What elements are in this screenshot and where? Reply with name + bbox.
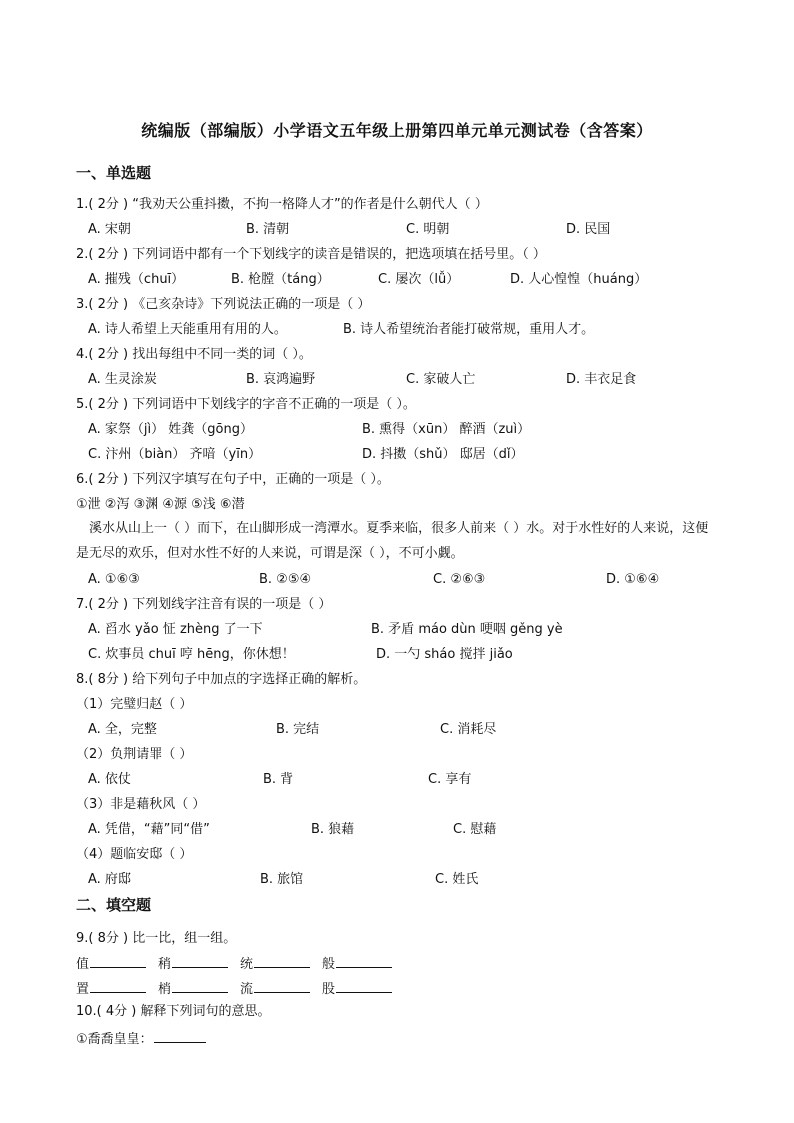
question-8-part-2-option-b[interactable]: B. 背 xyxy=(263,772,294,787)
answer-blank[interactable] xyxy=(90,954,146,968)
question-9-stem: 9.( 8分 ) 比一比，组一组。 xyxy=(76,931,237,946)
question-9-char: 稍 xyxy=(158,957,172,972)
question-4-option-d[interactable]: D. 丰衣足食 xyxy=(566,372,637,387)
question-3-option-b[interactable]: B. 诗人希望统治者能打破常规，重用人才。 xyxy=(343,322,595,337)
question-9-char: 股 xyxy=(322,982,336,997)
question-6-option-d[interactable]: D. ①⑥④ xyxy=(606,572,660,587)
question-5-option-c[interactable]: C. 汴州（biàn） 齐喑（yīn） xyxy=(88,447,262,462)
question-5-option-a[interactable]: A. 家祭（jì） 姓龚（gōng） xyxy=(88,422,253,437)
answer-blank[interactable] xyxy=(336,954,392,968)
question-1-option-c[interactable]: C. 明朝 xyxy=(406,222,450,237)
question-4-option-c[interactable]: C. 家破人亡 xyxy=(406,372,476,387)
question-8-stem: 8.( 8分 ) 给下列句子中加点的字选择正确的解析。 xyxy=(76,672,367,687)
question-2-option-c[interactable]: C. 屡次（lǚ） xyxy=(378,272,460,287)
section-single-choice: 一、单选题 xyxy=(76,164,152,182)
answer-blank[interactable] xyxy=(172,979,228,993)
question-1-option-d[interactable]: D. 民国 xyxy=(566,222,611,237)
question-9-char: 流 xyxy=(240,982,254,997)
question-7-stem: 7.( 2分 ) 下列划线字注音有误的一项是（ ） xyxy=(76,597,332,612)
section-fill-blank: 二、填空题 xyxy=(76,896,152,914)
question-8-part-4-option-b[interactable]: B. 旅馆 xyxy=(260,872,304,887)
question-9-char: 统 xyxy=(240,957,254,972)
question-8-part-4: （4）题临安邸（ ） xyxy=(76,847,193,862)
answer-blank[interactable] xyxy=(254,954,310,968)
question-4-option-b[interactable]: B. 哀鸿遍野 xyxy=(246,372,316,387)
question-8-part-1-option-a[interactable]: A. 全，完整 xyxy=(88,722,157,737)
question-8-part-2: （2）负荆请罪（ ） xyxy=(76,747,193,762)
question-2-option-a[interactable]: A. 摧残（chuī） xyxy=(88,272,185,287)
question-6-option-b[interactable]: B. ②⑤④ xyxy=(259,572,312,587)
question-1-option-b[interactable]: B. 清朝 xyxy=(246,222,290,237)
question-8-part-2-option-a[interactable]: A. 依仗 xyxy=(88,772,131,787)
answer-blank[interactable] xyxy=(154,1029,206,1043)
question-8-part-3: （3）非是藉秋风（ ） xyxy=(76,797,206,812)
question-8-part-4-option-c[interactable]: C. 姓氏 xyxy=(435,872,479,887)
question-10-item-1 xyxy=(76,1028,206,1047)
question-3-stem: 3.( 2分 ) 《己亥杂诗》下列说法正确的一项是（ ） xyxy=(76,297,371,312)
answer-blank[interactable] xyxy=(254,979,310,993)
question-2-stem: 2.( 2分 ) 下列词语中都有一个下划线字的读音是错误的，把选项填在括号里。（ ） xyxy=(76,247,546,262)
question-9-char: 梢 xyxy=(158,982,172,997)
question-7-option-b[interactable]: B. 矛盾 máo dùn 哽咽 gěng yè xyxy=(371,622,563,637)
question-8-part-4-option-a[interactable]: A. 府邸 xyxy=(88,872,131,887)
question-6-option-c[interactable]: C. ②⑥③ xyxy=(433,572,486,587)
answer-blank[interactable] xyxy=(172,954,228,968)
question-3-option-a[interactable]: A. 诗人希望上天能重用有用的人。 xyxy=(88,322,287,337)
question-9-char: 般 xyxy=(322,957,336,972)
question-1-option-a[interactable]: A. 宋朝 xyxy=(88,222,131,237)
question-2-option-b[interactable]: B. 枪膛（táng） xyxy=(231,272,330,287)
question-6-option-a[interactable]: A. ①⑥③ xyxy=(88,572,140,587)
question-9-char: 置 xyxy=(76,982,90,997)
answer-blank[interactable] xyxy=(336,979,392,993)
question-4-option-a[interactable]: A. 生灵涂炭 xyxy=(88,372,157,387)
question-8-part-3-option-a[interactable]: A. 凭借，“藉”同“借” xyxy=(88,822,210,837)
question-9-row1-item xyxy=(322,953,392,972)
question-8-part-1-option-b[interactable]: B. 完结 xyxy=(276,722,320,737)
question-6-stem: 6.( 2分 ) 下列汉字填写在句子中，正确的一项是（ ）。 xyxy=(76,472,390,487)
question-9-char: 值 xyxy=(76,957,90,972)
answer-blank[interactable] xyxy=(90,979,146,993)
exam-title: 统编版（部编版）小学语文五年级上册第四单元单元测试卷（含答案） xyxy=(141,121,653,140)
question-10-stem: 10.( 4分 ) 解释下列词句的意思。 xyxy=(76,1004,271,1019)
question-1-stem: 1.( 2分 ) “我劝天公重抖擞，不拘一格降人才”的作者是什么朝代人（ ） xyxy=(76,197,488,212)
question-5-option-d[interactable]: D. 抖擞（shǔ） 邸居（dǐ） xyxy=(362,447,524,462)
question-9-row2-item xyxy=(322,978,392,997)
question-6-passage: 溪水从山上一（ ）而下，在山脚形成一湾潭水。夏季来临，很多人前来（ ）水。对于水性好的人来说，这便是无尽的欢乐，但对水性不好的人来说，可谓是深（ ），不可小觑。 xyxy=(76,521,709,561)
question-8-part-3-option-c[interactable]: C. 慰藉 xyxy=(453,822,497,837)
question-7-option-c[interactable]: C. 炊事员 chuī 哼 hēng，你休想！ xyxy=(88,647,295,662)
question-6-characters: ①泄 ②泻 ③渊 ④源 ⑤浅 ⑥潜 xyxy=(76,497,245,512)
question-5-stem: 5.( 2分 ) 下列词语中下划线字的字音不正确的一项是（ ）。 xyxy=(76,397,416,412)
question-8-part-1-option-c[interactable]: C. 消耗尽 xyxy=(440,722,497,737)
question-9-row2-item xyxy=(158,978,228,997)
question-9-row1-item xyxy=(158,953,228,972)
question-8-part-3-option-b[interactable]: B. 狼藉 xyxy=(311,822,355,837)
question-5-option-b[interactable]: B. 熏得（xūn） 醉酒（zuì） xyxy=(362,422,531,437)
question-7-option-d[interactable]: D. 一勺 sháo 搅拌 jiǎo xyxy=(376,647,513,662)
question-9-row1-item xyxy=(76,953,146,972)
question-9-row2-item xyxy=(240,978,310,997)
question-9-row2-item xyxy=(76,978,146,997)
question-4-stem: 4.( 2分 ) 找出每组中不同一类的词（ ）。 xyxy=(76,347,312,362)
question-7-option-a[interactable]: A. 舀水 yǎo 怔 zhèng 了一下 xyxy=(88,622,263,637)
question-10-item-1-label: ①喬喬皇皇： xyxy=(76,1032,153,1047)
question-8-part-1: （1）完璧归赵（ ） xyxy=(76,697,193,712)
question-9-row1-item xyxy=(240,953,310,972)
question-8-part-2-option-c[interactable]: C. 享有 xyxy=(428,772,472,787)
question-2-option-d[interactable]: D. 人心惶惶（huáng） xyxy=(510,272,648,287)
